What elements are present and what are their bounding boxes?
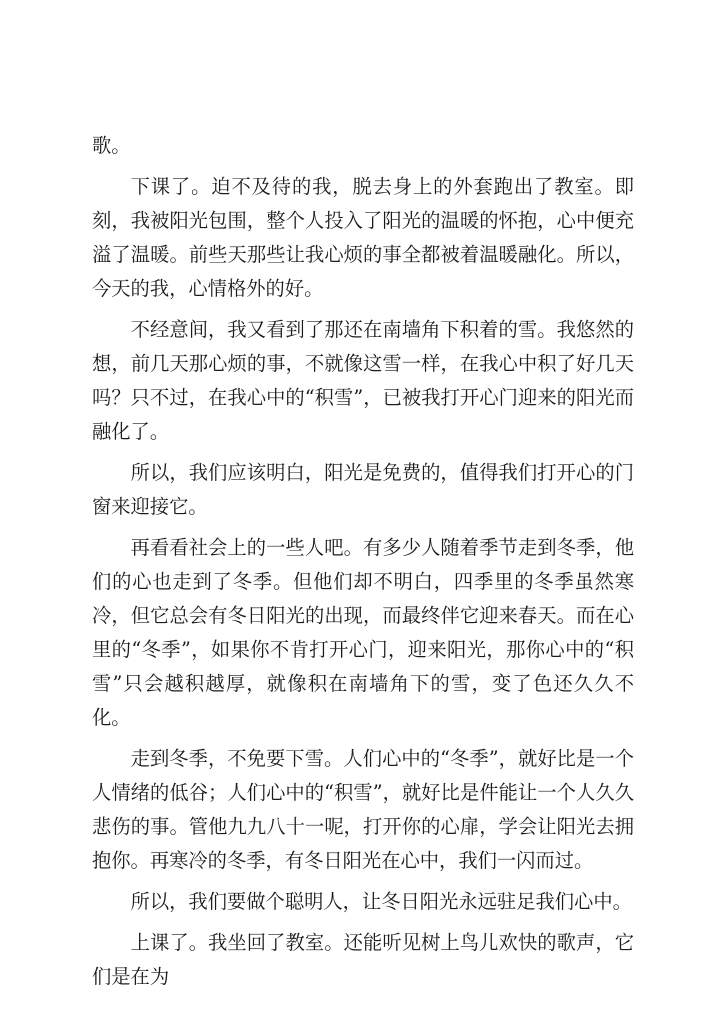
paragraph: 所以，我们要做个聪明人，让冬日阳光永远驻足我们心中。 bbox=[130, 890, 632, 913]
paragraph: 所以，我们应该明白，阳光是免费的，值得我们打开心的门窗来迎接它。 bbox=[92, 461, 634, 518]
paragraph: 走到冬季，不免要下雪。人们心中的“冬季”，就好比是一个人情绪的低谷；人们心中的“积雪”，就好比是件能让一个人久久悲伤的事。管他九九八十一呢，打开你的心扉，学会让阳光去拥抱你。再寒冷的冬季，有冬日阳光在心中，我们一闪而过。 bbox=[92, 747, 634, 872]
paragraph-continued: 歌。 bbox=[92, 134, 131, 157]
paragraph: 不经意间，我又看到了那还在南墙角下积着的雪。我悠然的想，前几天那心烦的事，不就像这雪一样，在我心中积了好几天吗？只不过，在我心中的“积雪”，已被我打开心门迎来的阳光而融化了。 bbox=[92, 318, 634, 443]
paragraph: 上课了。我坐回了教室。还能听见树上鸟儿欢快的歌声，它们是在为 bbox=[92, 931, 634, 988]
paragraph: 下课了。迫不及待的我，脱去身上的外套跑出了教室。即刻，我被阳光包围，整个人投入了阳光的温暖的怀抱，心中便充溢了温暖。前些天那些让我心烦的事全都被着温暖融化。所以，今天的我，心情格外的好。 bbox=[92, 175, 634, 300]
paragraph: 再看看社会上的一些人吧。有多少人随着季节走到冬季，他们的心也走到了冬季。但他们却不明白，四季里的冬季虽然寒冷，但它总会有冬日阳光的出现，而最终伴它迎来春天。而在心里的“冬季”，如果你不肯打开心门，迎来阳光，那你心中的“积雪”只会越积越厚，就像积在南墙角下的雪，变了色还久久不化。 bbox=[92, 536, 634, 729]
article-body bbox=[92, 129, 634, 1001]
